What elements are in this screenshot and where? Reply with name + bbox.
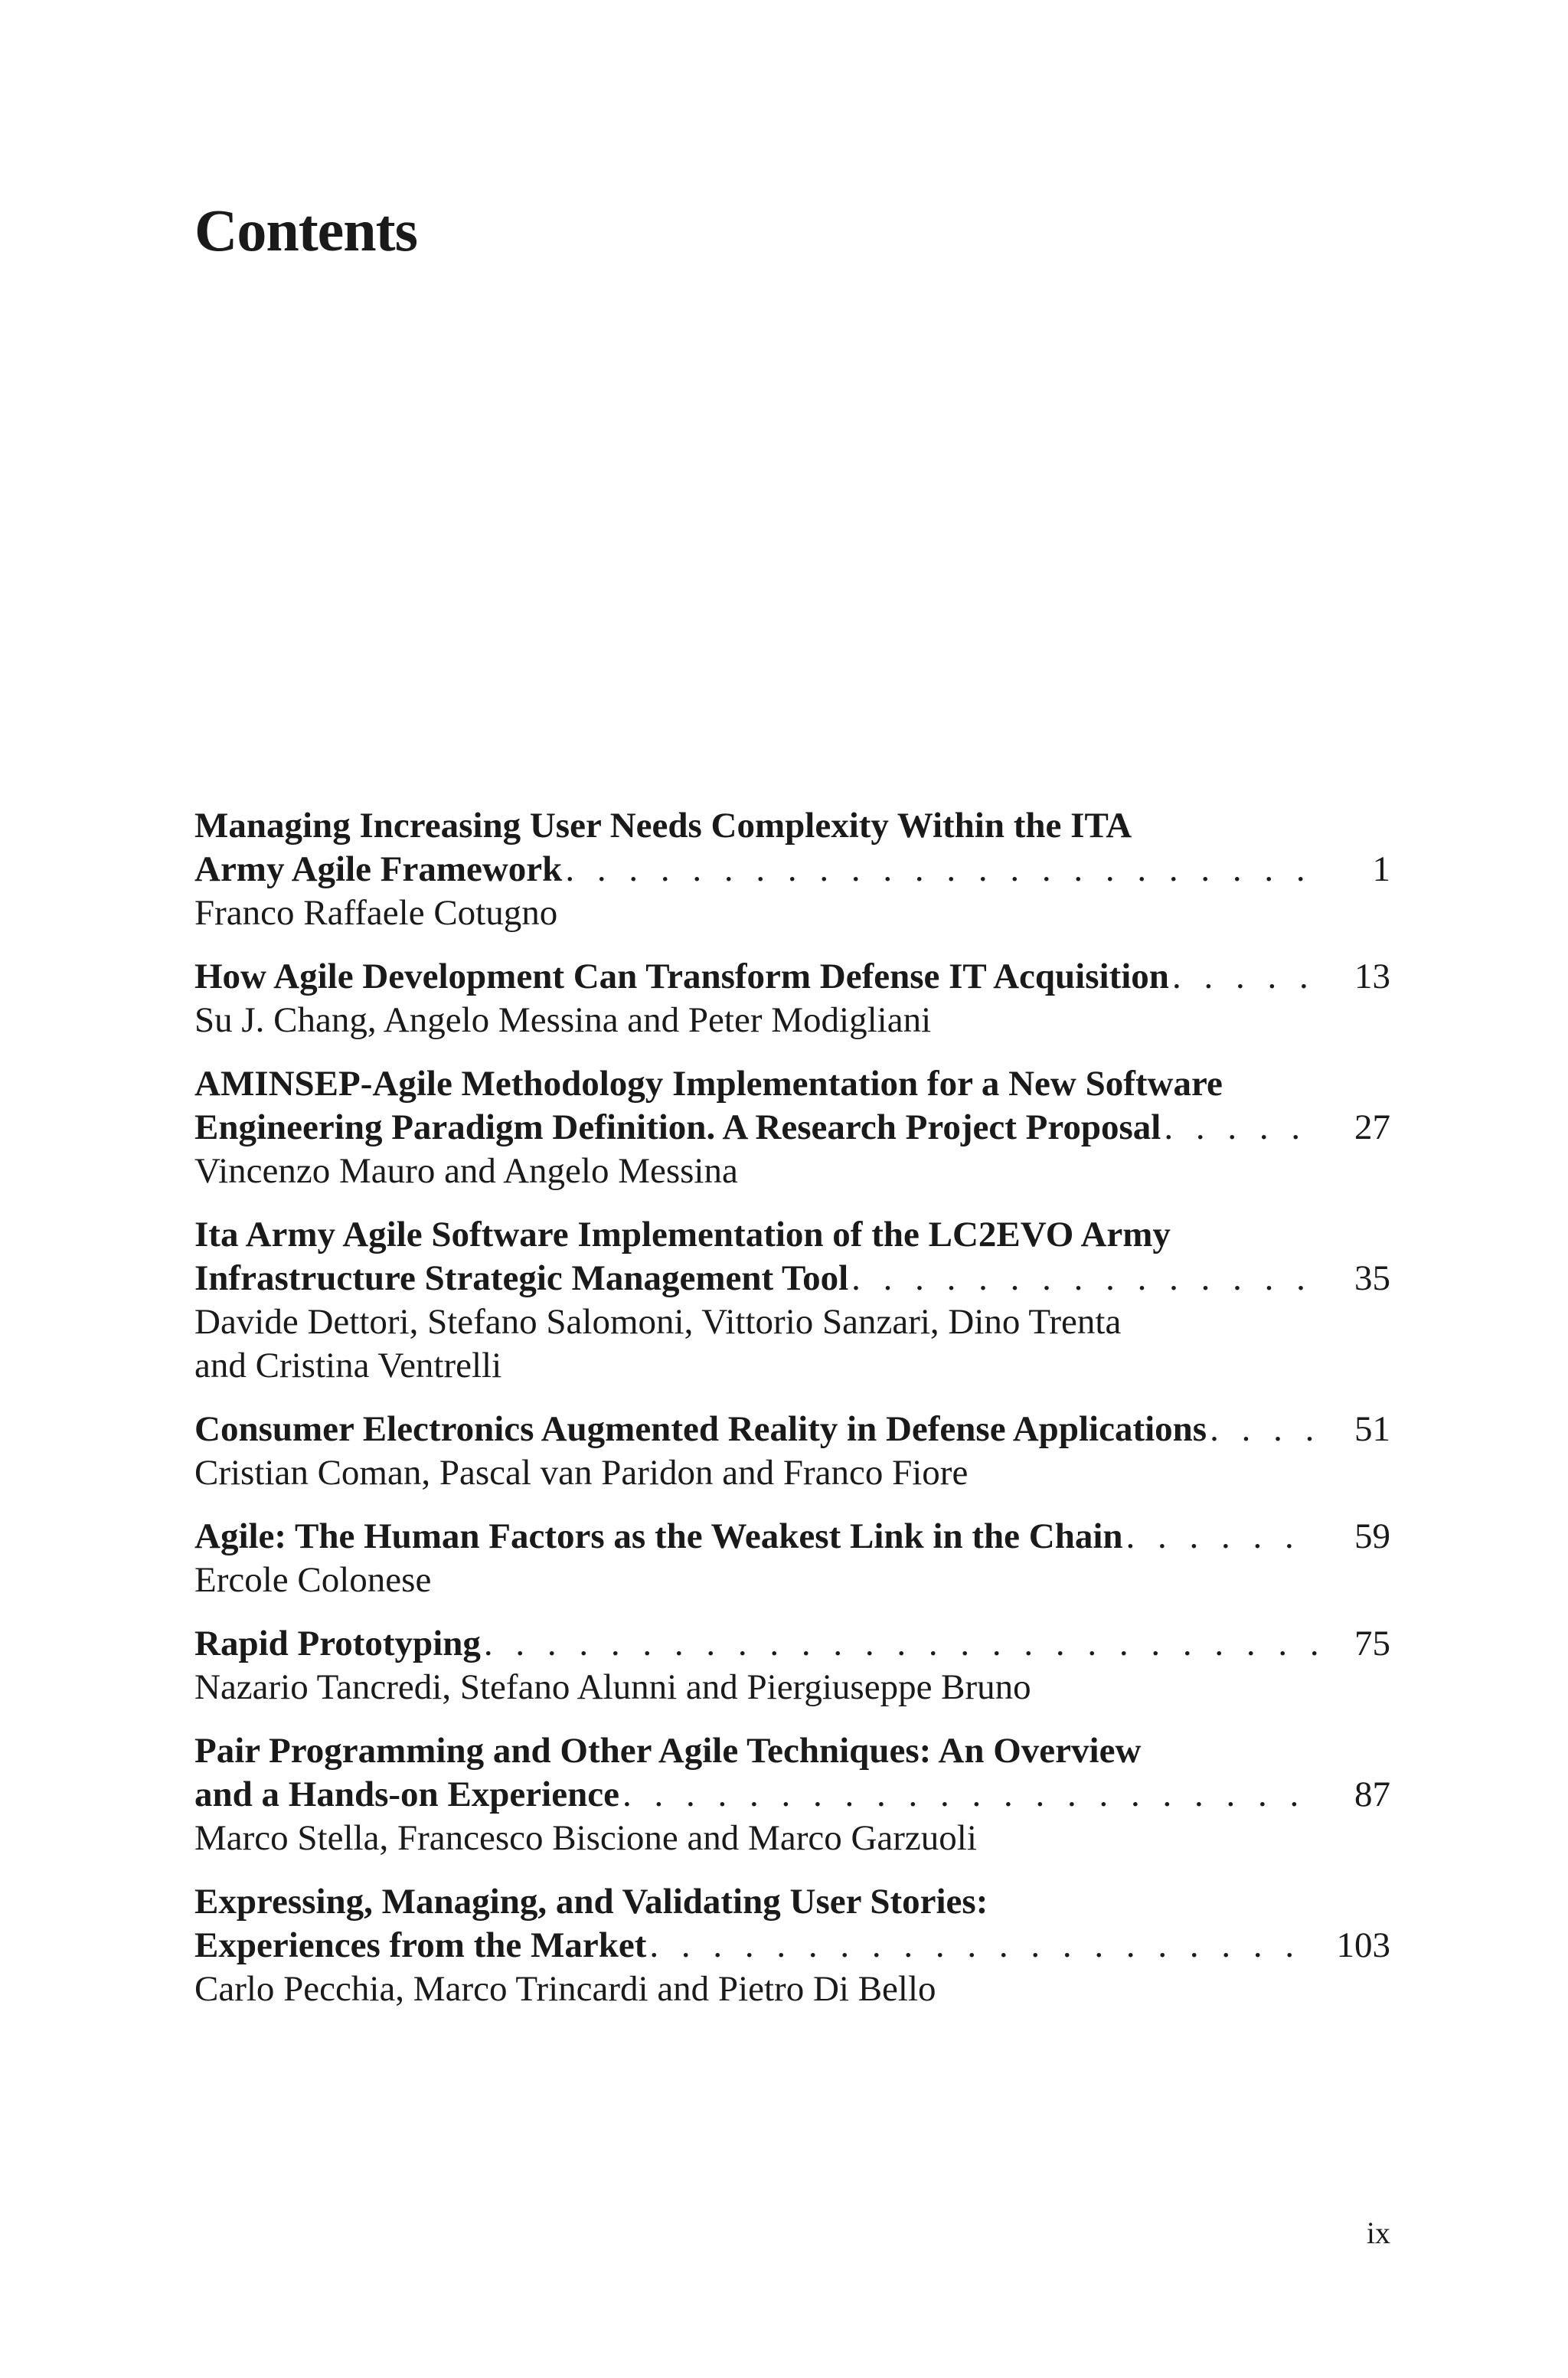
dot-leader [649,1924,1317,1967]
toc-entry-title: Rapid Prototyping [194,1624,481,1663]
toc-entry-title-line: Ita Army Agile Software Implementation of the LC2EVO Army [194,1215,1171,1254]
toc-entry-authors: Marco Stella, Francesco Biscione and Marco Garzuoli [194,1818,977,1858]
dot-leader [851,1257,1317,1300]
toc-entry-title-row [194,848,1390,891]
toc-entry[interactable] [194,1408,1390,1495]
toc-entry-authors: Su J. Chang, Angelo Messina and Peter Modigliani [194,1000,932,1040]
toc-entry-page-number: 27 [1354,1107,1390,1147]
toc-entry-title-line: Pair Programming and Other Agile Techniques: An Overview [194,1731,1142,1771]
toc-entry-title-line: AMINSEP-Agile Methodology Implementation for a New Software [194,1064,1223,1104]
toc-entry-title: Engineering Paradigm Definition. A Research Project Proposal [194,1107,1161,1147]
toc-entry[interactable] [194,1622,1390,1709]
dot-leader [1210,1408,1317,1451]
toc-entry-authors: Davide Dettori, Stefano Salomoni, Vittorio Sanzari, Dino Trenta [194,1302,1122,1342]
toc-entry-title: Infrastructure Strategic Management Tool [194,1258,849,1298]
toc-entry-title: How Agile Development Can Transform Defense IT Acquisition [194,957,1169,996]
toc-entry-title-row [194,1515,1390,1559]
toc-entry-page-number: 59 [1354,1516,1390,1556]
toc-entry-authors: Vincenzo Mauro and Angelo Messina [194,1151,738,1191]
toc-entry-title: Consumer Electronics Augmented Reality in Defense Applications [194,1409,1207,1449]
toc-entry-title-row [194,1622,1390,1666]
toc-entry[interactable] [194,1515,1390,1602]
dot-leader [1164,1106,1317,1150]
toc-entry-title-line: Expressing, Managing, and Validating User Stories: [194,1882,988,1922]
toc-entry-title: Agile: The Human Factors as the Weakest Link in the Chain [194,1516,1123,1556]
toc-entry-page-number: 75 [1354,1624,1390,1663]
toc-entry-title: and a Hands-on Experience [194,1775,619,1814]
toc-entry-page-number: 51 [1354,1409,1390,1449]
page-number: ix [1366,2216,1390,2250]
toc-entry-title-row [194,1257,1390,1300]
table-of-contents [194,804,1390,2031]
toc-entry[interactable] [194,1062,1390,1193]
toc-entry-title-row [194,1773,1390,1817]
toc-entry-title-row [194,1924,1390,1967]
toc-entry-authors: Nazario Tancredi, Stefano Alunni and Piergiuseppe Bruno [194,1667,1031,1707]
dot-leader [1172,955,1317,999]
toc-entry-authors: Franco Raffaele Cotugno [194,893,558,933]
toc-entry-page-number: 1 [1372,849,1390,889]
toc-entry-page-number: 35 [1354,1258,1390,1298]
toc-entry[interactable] [194,804,1390,935]
toc-entry[interactable] [194,1729,1390,1860]
toc-entry-title: Army Agile Framework [194,849,563,889]
toc-entry-title-row [194,1408,1390,1451]
page-title: Contents [194,197,418,263]
toc-entry-authors: Cristian Coman, Pascal van Paridon and Franco Fiore [194,1453,969,1493]
dot-leader [484,1622,1317,1666]
toc-entry-title-row [194,1106,1390,1150]
toc-entry-page-number: 87 [1354,1775,1390,1814]
toc-entry-authors: and Cristina Ventrelli [194,1346,502,1385]
dot-leader [622,1773,1317,1817]
dot-leader [1126,1515,1317,1559]
dot-leader [565,848,1317,891]
toc-entry-title-row [194,955,1390,999]
toc-entry-authors: Carlo Pecchia, Marco Trincardi and Pietro Di Bello [194,1969,936,2009]
toc-entry[interactable] [194,1880,1390,2011]
toc-entry-title-line: Managing Increasing User Needs Complexity Within the ITA [194,806,1132,846]
toc-entry-page-number: 13 [1354,957,1390,996]
toc-entry[interactable] [194,1213,1390,1388]
toc-entry-page-number: 103 [1336,1925,1390,1965]
toc-entry-title: Experiences from the Market [194,1925,647,1965]
toc-entry[interactable] [194,955,1390,1042]
toc-entry-authors: Ercole Colonese [194,1560,432,1600]
